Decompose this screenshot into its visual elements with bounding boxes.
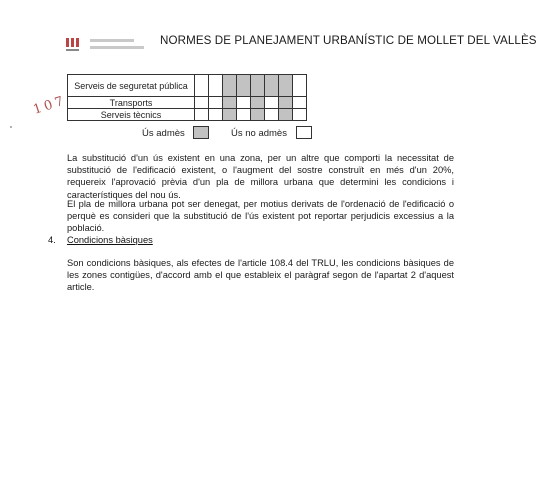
paragraph-denial: El pla de millora urbana pot ser denegat, per motius derivats de l'ordenació de l'edificació o perquè es consideri que la substitució de l'ús existent pot reportar perjudicis excessius a la població. xyxy=(67,199,454,234)
row-label: Serveis de seguretat pública xyxy=(68,75,195,97)
use-cell-admitted xyxy=(251,109,265,121)
table-row xyxy=(68,75,307,97)
use-cell-admitted xyxy=(237,75,251,97)
page-title: NORMES DE PLANEJAMENT URBANÍSTIC DE MOLLET DEL VALLÈS xyxy=(160,34,537,47)
use-cell-not-admitted xyxy=(293,75,307,97)
use-cell-admitted xyxy=(279,75,293,97)
row-label: Serveis tècnics xyxy=(68,109,195,121)
use-cell-not-admitted xyxy=(195,109,209,121)
scan-speck xyxy=(10,126,12,128)
legend-empty-swatch xyxy=(296,126,312,139)
legend-not-admitted-label: Ús no admès xyxy=(231,128,287,139)
table-row xyxy=(68,97,307,109)
legend-not-admitted xyxy=(231,126,312,139)
paragraph-basic-conditions: Son condicions bàsiques, als efectes de l'article 108.4 del TRLU, les condicions bàsiques de les zones contigües, d'accord amb el que estableix el paràgraf segon de l'apartat 2 d'aquest article. xyxy=(67,258,454,293)
use-cell-not-admitted xyxy=(209,109,223,121)
coat-of-arms-icon xyxy=(66,38,80,54)
use-cell-admitted xyxy=(279,97,293,109)
use-cell-not-admitted xyxy=(293,97,307,109)
use-cell-not-admitted xyxy=(293,109,307,121)
use-cell-not-admitted xyxy=(265,109,279,121)
row-label: Transports xyxy=(68,97,195,109)
use-cell-admitted xyxy=(251,97,265,109)
section-title: Condicions bàsiques xyxy=(67,235,153,245)
handwritten-page-number: 107 xyxy=(31,93,69,118)
use-cell-admitted xyxy=(265,75,279,97)
legend-admitted xyxy=(142,126,209,139)
logo-wordmark xyxy=(90,39,150,53)
use-cell-not-admitted xyxy=(209,75,223,97)
use-cell-admitted xyxy=(279,109,293,121)
use-cell-admitted xyxy=(223,97,237,109)
paragraph-substitution: La substitució d'un ús existent en una zona, per un altre que comporti la necessitat de substitució de l'edificació existent, o l'augment del sostre construït en més d'un 20%, requereix l'aprovació prèvia d'un pla de millora urbana que determini les condicions i característiques del nou ús. xyxy=(67,153,454,200)
use-cell-admitted xyxy=(223,109,237,121)
use-cell-not-admitted xyxy=(195,97,209,109)
use-cell-not-admitted xyxy=(209,97,223,109)
land-use-table xyxy=(67,74,307,121)
legend-shaded-swatch xyxy=(193,126,209,139)
legend-admitted-label: Ús admès xyxy=(142,128,185,139)
use-cell-admitted xyxy=(223,75,237,97)
use-cell-not-admitted xyxy=(265,97,279,109)
table-row xyxy=(68,109,307,121)
section-number: 4. xyxy=(48,235,56,245)
use-cell-admitted xyxy=(251,75,265,97)
use-cell-not-admitted xyxy=(237,109,251,121)
use-cell-not-admitted xyxy=(195,75,209,97)
use-cell-not-admitted xyxy=(237,97,251,109)
